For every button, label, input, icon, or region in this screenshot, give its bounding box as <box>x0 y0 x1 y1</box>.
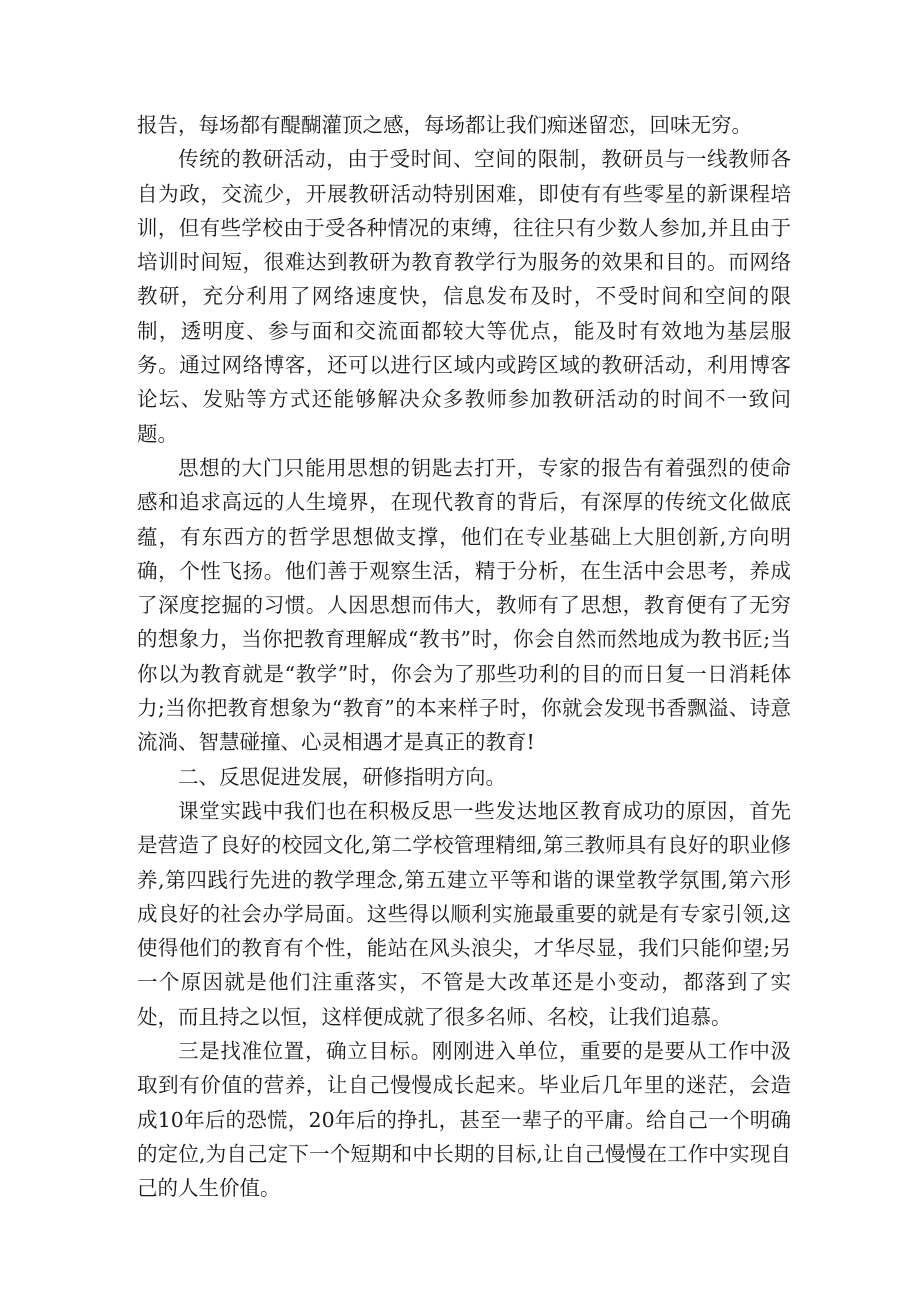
document-body <box>137 108 791 1206</box>
section-heading-reflection: 二、反思促进发展，研修指明方向。 <box>178 764 506 789</box>
paragraph-door-of-thought: 思想的大门只能用思想的钥匙去打开，专家的报告有着强烈的使命感和追求高远的人生境界，在现代教育的背后，有深厚的传统文化做底蕴，有东西方的哲学思想做支撑，他们在专业基础上大胆创新,方向明确，个性飞扬。他们善于观察生活，精于分析，在生活中会思考，养成了深度挖掘的习惯。人因思想而伟大，教师有了思想，教育便有了无穷的想象力，当你把教育理解成“教书”时，你会自然而然地成为教书匠;当你以为教育就是“教学”时，你会为了那些功利的目的而日复一日消耗体力;当你把教育想象为“教育”的本来样子时，你就会发现书香飘溢、诗意流淌、智慧碰撞、心灵相遇才是真正的教育! <box>137 455 791 755</box>
paragraph-traditional-research: 传统的教研活动，由于受时间、空间的限制，教研员与一线教师各自为政，交流少，开展教研活动特别困难，即使有有些零星的新课程培训，但有些学校由于受各种情况的束缚，往往只有少数人参加,并且由于培训时间短，很难达到教研为教育教学行为服务的效果和目的。而网络教研，充分利用了网络速度快，信息发布及时，不受时间和空间的限制，透明度、参与面和交流面都较大等优点，能及时有效地为基层服务。通过网络博客，还可以进行区域内或跨区域的教研活动，利用博客论坛、发贴等方式还能够解决众多教师参加教研活动的时间不一致问题。 <box>137 147 791 446</box>
paragraph-classroom-practice: 课堂实践中我们也在积极反思一些发达地区教育成功的原因，首先是营造了良好的校园文化,第二学校管理精细,第三教师具有良好的职业修养,第四践行先进的教学理念,第五建立平等和谐的课堂教学氛围,第六形成良好的社会办学局面。这些得以顺利实施最重要的就是有专家引领,这使得他们的教育有个性，能站在风头浪尖，才华尽显，我们只能仰望;另一个原因就是他们注重落实，不管是大改革还是小变动，都落到了实处，而且持之以恒，这样便成就了很多名师、名校，让我们追慕。 <box>137 798 791 1029</box>
paragraph-find-position: 三是找准位置，确立目标。刚刚进入单位，重要的是要从工作中汲取到有价值的营养，让自己慢慢成长起来。毕业后几年里的迷茫，会造成10年后的恐慌，20年后的挣扎，甚至一辈子的平庸。给自己一个明确的定位,为自己定下一个短期和中长期的目标,让自己慢慢在工作中实现自己的人生价值。 <box>137 1039 791 1201</box>
paragraph-continuation: 报告，每场都有醍醐灌顶之感，每场都让我们痴迷留恋，回味无穷。 <box>137 113 752 137</box>
